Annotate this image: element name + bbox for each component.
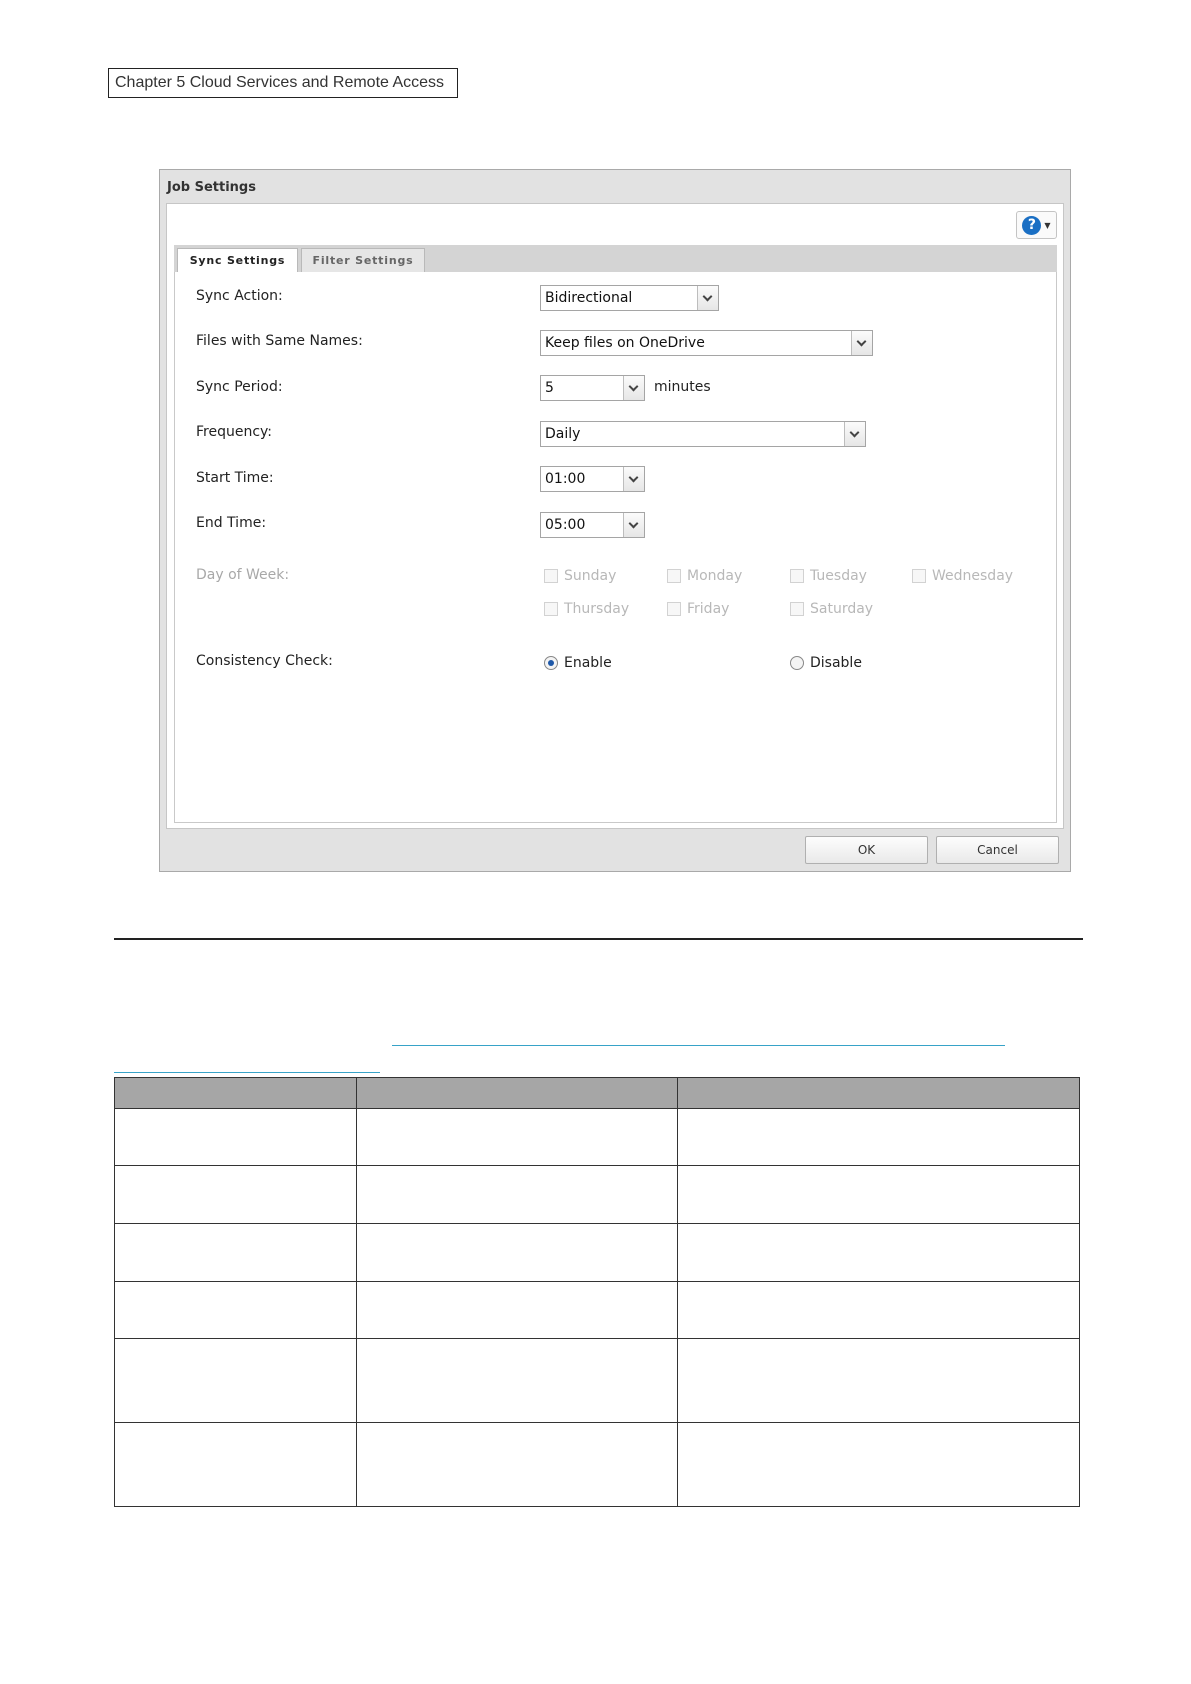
ok-button[interactable]: OK — [805, 836, 928, 864]
chevron-down-icon — [851, 331, 872, 355]
table-row — [115, 1166, 1080, 1224]
chevron-down-icon — [844, 422, 865, 446]
sync-settings-panel — [174, 272, 1057, 823]
consistency-check-label: Consistency Check: — [196, 653, 333, 669]
link-underline[interactable] — [392, 1045, 1005, 1046]
same-names-value: Keep files on OneDrive — [545, 335, 705, 351]
table-row — [115, 1423, 1080, 1507]
table-row — [115, 1339, 1080, 1423]
table-header-cell — [115, 1078, 357, 1109]
chevron-down-icon — [697, 286, 718, 310]
sync-period-value: 5 — [545, 380, 554, 396]
info-table — [114, 1077, 1080, 1507]
end-time-select[interactable] — [540, 512, 645, 538]
table-row — [115, 1282, 1080, 1339]
table-header-row — [115, 1078, 1080, 1109]
table-row — [115, 1224, 1080, 1282]
tab-filter-settings[interactable]: Filter Settings — [301, 248, 425, 273]
day-saturday-checkbox[interactable]: Saturday — [790, 601, 873, 617]
same-names-select[interactable] — [540, 330, 873, 356]
end-time-label: End Time: — [196, 515, 267, 531]
section-divider — [114, 938, 1083, 940]
day-wednesday-checkbox[interactable]: Wednesday — [912, 568, 1013, 584]
day-tuesday-checkbox[interactable]: Tuesday — [790, 568, 867, 584]
radio-unselected-icon — [790, 656, 804, 670]
sync-period-unit: minutes — [654, 379, 711, 395]
sync-action-value: Bidirectional — [545, 290, 633, 306]
frequency-value: Daily — [545, 426, 581, 442]
question-mark-icon: ? — [1022, 216, 1041, 235]
chevron-down-icon — [623, 467, 644, 491]
frequency-select[interactable] — [540, 421, 866, 447]
day-friday-checkbox[interactable]: Friday — [667, 601, 729, 617]
chevron-down-icon — [623, 513, 644, 537]
consistency-enable-radio[interactable]: Enable — [544, 655, 612, 671]
day-thursday-checkbox[interactable]: Thursday — [544, 601, 629, 617]
frequency-label: Frequency: — [196, 424, 273, 440]
radio-selected-icon — [544, 656, 558, 670]
job-settings-dialog — [159, 169, 1071, 872]
sync-action-label: Sync Action: — [196, 288, 283, 304]
caret-down-icon: ▼ — [1044, 220, 1051, 230]
day-of-week-label: Day of Week: — [196, 567, 290, 583]
day-sunday-checkbox[interactable]: Sunday — [544, 568, 616, 584]
tab-sync-settings[interactable]: Sync Settings — [177, 248, 298, 274]
table-row — [115, 1109, 1080, 1166]
table-header-cell — [678, 1078, 1080, 1109]
cancel-button[interactable]: Cancel — [936, 836, 1059, 864]
start-time-value: 01:00 — [545, 471, 586, 487]
chevron-down-icon — [623, 376, 644, 400]
day-monday-checkbox[interactable]: Monday — [667, 568, 742, 584]
dialog-body — [166, 203, 1064, 829]
link-underline[interactable] — [114, 1072, 380, 1073]
sync-period-label: Sync Period: — [196, 379, 283, 395]
help-button[interactable] — [1016, 211, 1057, 239]
dialog-title: Job Settings — [167, 180, 256, 195]
sync-action-select[interactable] — [540, 285, 719, 311]
chapter-header: Chapter 5 Cloud Services and Remote Access — [108, 68, 458, 98]
tab-strip — [174, 245, 1057, 273]
consistency-disable-radio[interactable]: Disable — [790, 655, 862, 671]
start-time-label: Start Time: — [196, 470, 274, 486]
same-names-label: Files with Same Names: — [196, 333, 363, 349]
start-time-select[interactable] — [540, 466, 645, 492]
sync-period-select[interactable] — [540, 375, 645, 401]
end-time-value: 05:00 — [545, 517, 586, 533]
table-header-cell — [356, 1078, 678, 1109]
